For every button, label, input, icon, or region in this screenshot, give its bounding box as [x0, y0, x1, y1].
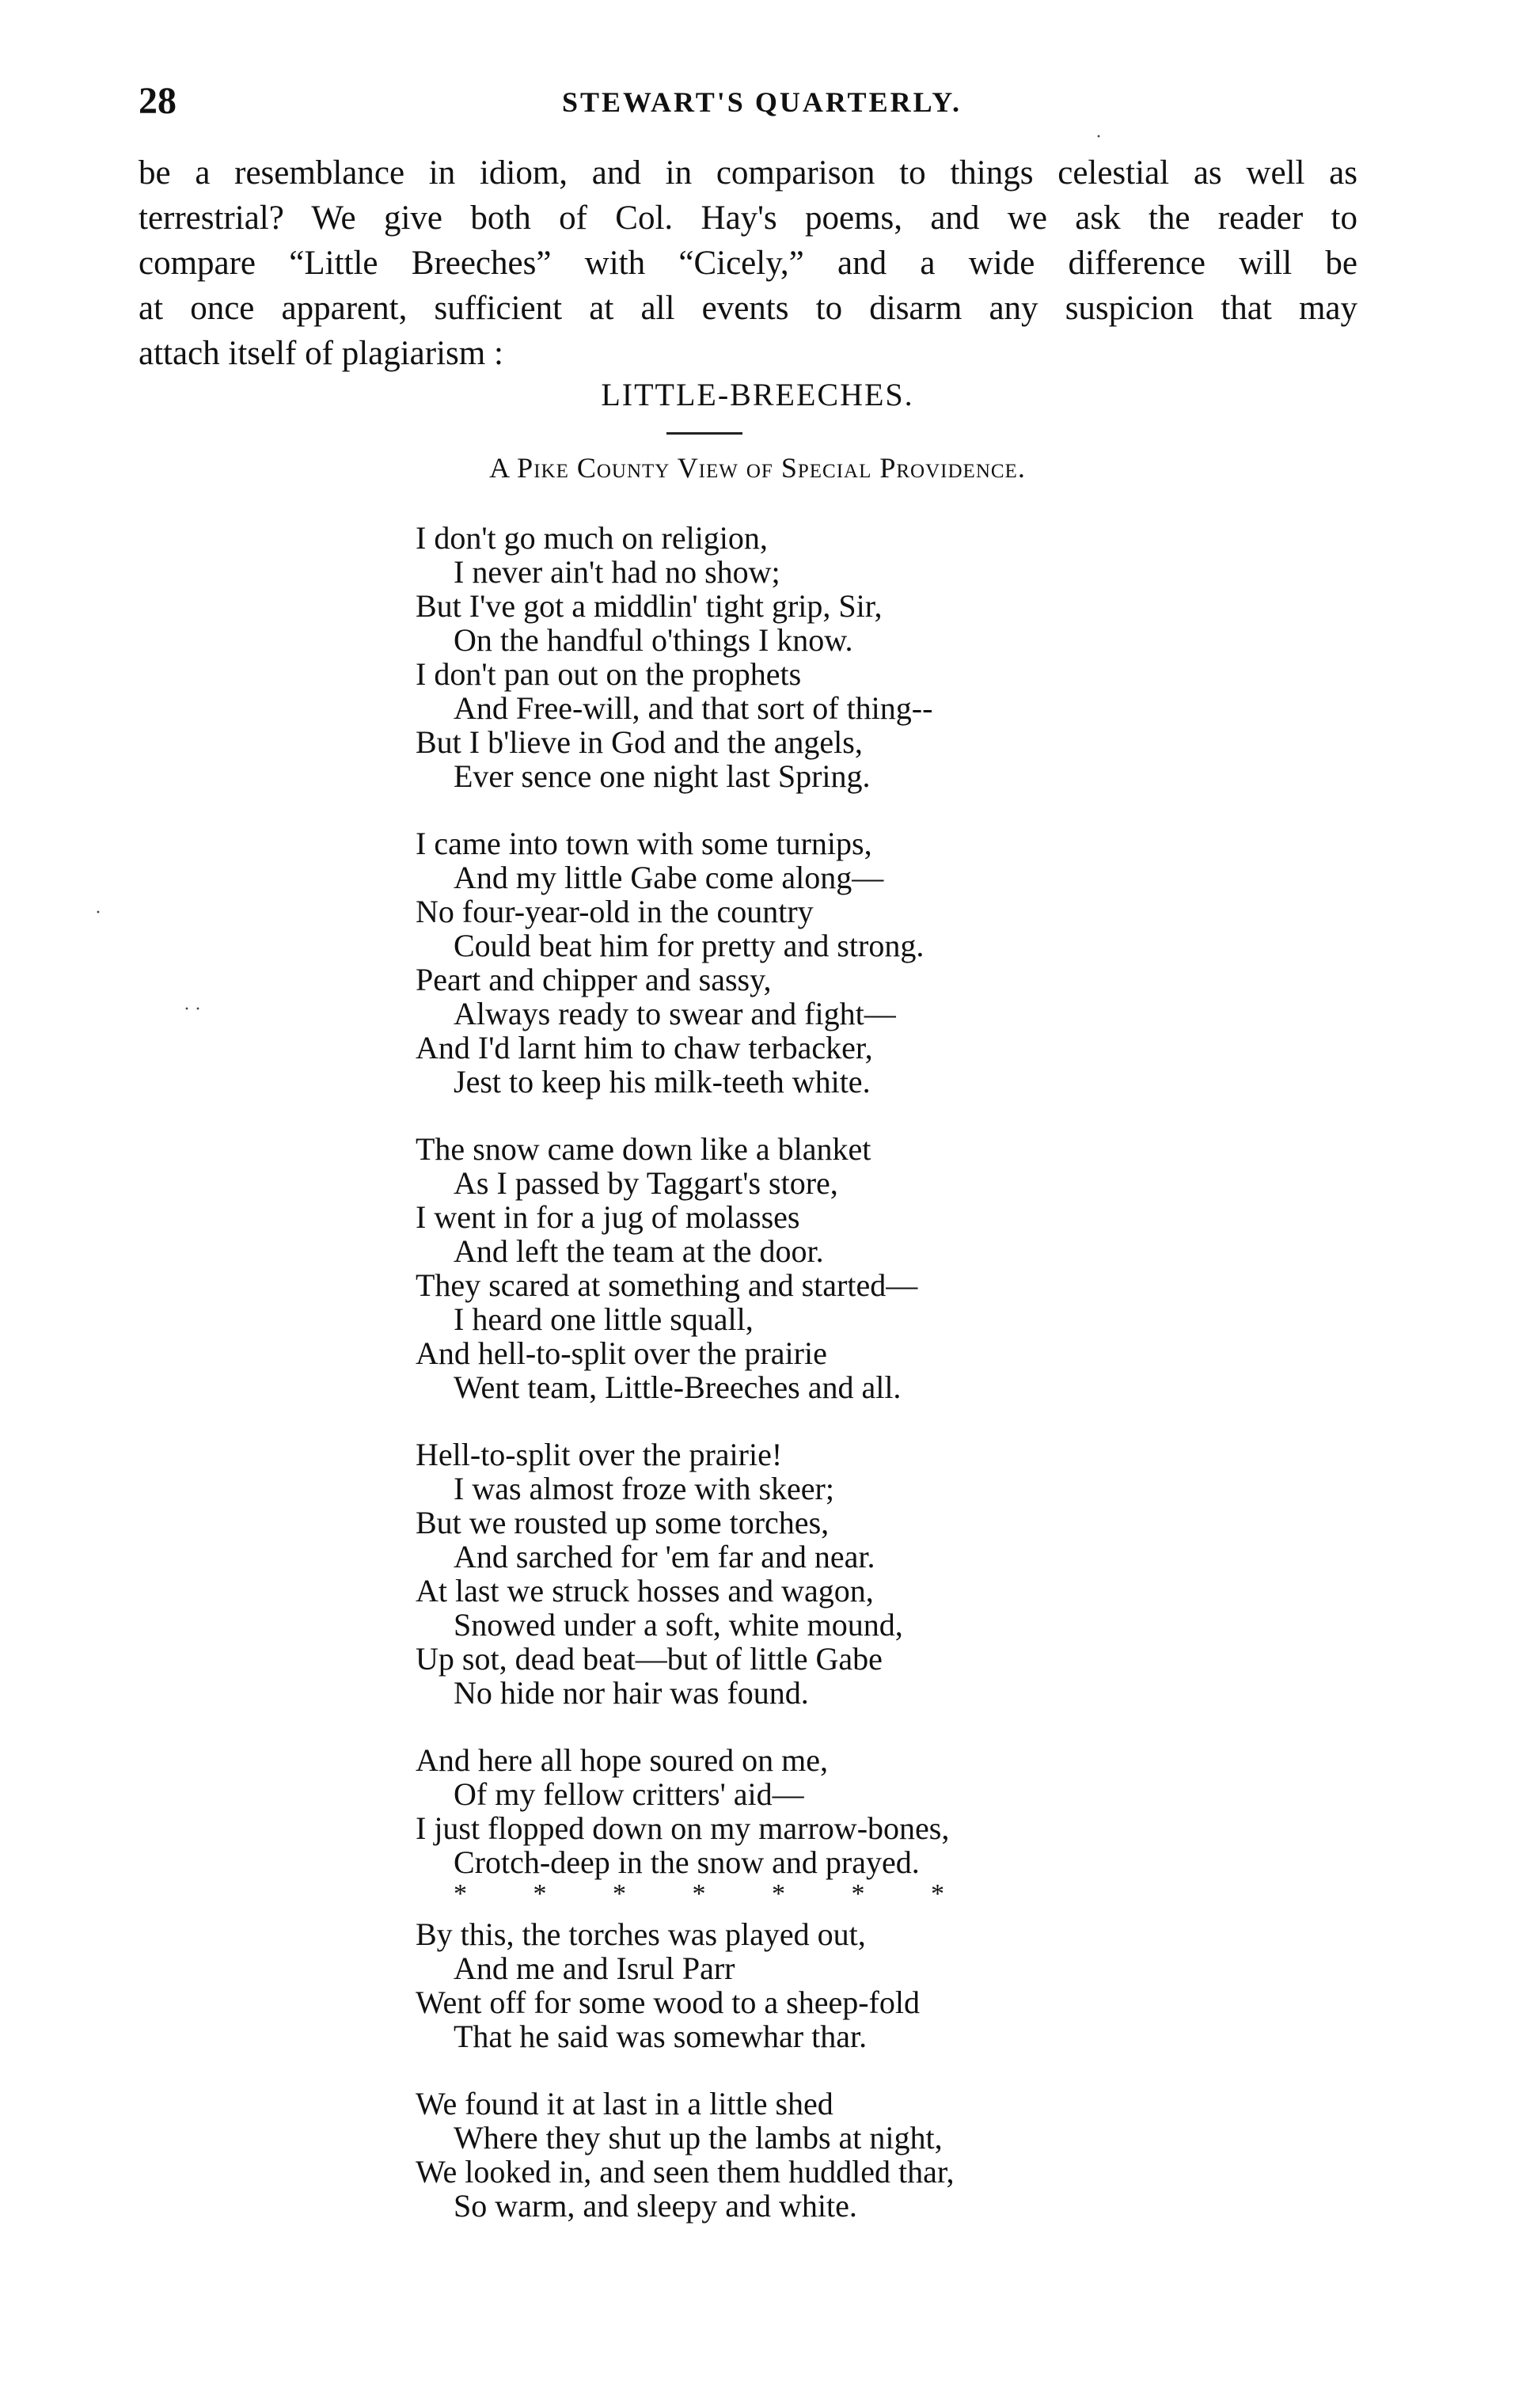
poem-line: Went off for some wood to a sheep-fold	[416, 1985, 920, 2020]
intro-line: terrestrial? We give both of Col. Hay's poems, and we ask the reader to	[139, 199, 1357, 237]
title-rule	[666, 432, 742, 435]
poem-line: Jest to keep his milk-teeth white.	[454, 1064, 871, 1100]
journal-title: STEWART'S QUARTERLY.	[562, 86, 962, 118]
print-speck: ·	[1095, 127, 1102, 147]
poem-line: I just flopped down on my marrow-bones,	[416, 1810, 950, 1846]
poem-line: And sarched for 'em far and near.	[454, 1539, 875, 1574]
asterisk: *	[454, 1879, 467, 1909]
poem-line: By this, the torches was played out,	[416, 1916, 866, 1952]
poem-title: LITTLE-BREECHES.	[601, 377, 914, 412]
stanza	[416, 1917, 1365, 2053]
poem-line: No four-year-old in the country	[416, 894, 814, 929]
poem-line: And left the team at the door.	[454, 1233, 824, 1269]
running-head	[139, 79, 1357, 127]
poem-line: We looked in, and seen them huddled thar,	[416, 2154, 955, 2190]
poem-line: And my little Gabe come along—	[454, 860, 884, 895]
poem-line: But I b'lieve in God and the angels,	[416, 724, 863, 760]
section-break-asterisks	[416, 1879, 944, 1909]
stanza	[416, 826, 1365, 1099]
poem-line: And here all hope soured on me,	[416, 1742, 828, 1778]
intro-line: attach itself of plagiarism :	[139, 335, 503, 372]
poem-line: That he said was somewhar thar.	[454, 2019, 868, 2054]
poem-line: As I passed by Taggart's store,	[454, 1165, 838, 1201]
poem-line: I don't go much on religion,	[416, 520, 768, 556]
stanza	[416, 1132, 1365, 1404]
poem-line: I heard one little squall,	[454, 1301, 754, 1337]
poem-line: I was almost froze with skeer;	[454, 1471, 834, 1506]
asterisk: *	[692, 1879, 706, 1909]
poem-line: No hide nor hair was found.	[454, 1675, 809, 1711]
stanza	[416, 1438, 1365, 1710]
poem-line: So warm, and sleepy and white.	[454, 2188, 857, 2224]
poem-line: On the handful o'things I know.	[454, 622, 853, 658]
poem-line: And I'd larnt him to chaw terbacker,	[416, 1030, 873, 1065]
poem-line: And me and Isrul Parr	[454, 1950, 735, 1986]
poem-line: And Free-will, and that sort of thing--	[454, 690, 933, 726]
poem-line: Went team, Little-Breeches and all.	[454, 1369, 902, 1405]
stanza	[416, 1743, 1365, 1879]
poem-line: I never ain't had no show;	[454, 554, 780, 590]
poem-line: Ever sence one night last Spring.	[454, 758, 871, 794]
poem-line: But I've got a middlin' tight grip, Sir,	[416, 588, 883, 624]
poem-line: Snowed under a soft, white mound,	[454, 1607, 903, 1643]
print-speck: ·	[95, 902, 101, 923]
poem-line: They scared at something and started—	[416, 1267, 918, 1303]
poem-line: We found it at last in a little shed	[416, 2086, 833, 2121]
asterisk: *	[931, 1879, 944, 1909]
poem-line: Up sot, dead beat—but of little Gabe	[416, 1641, 883, 1677]
stanza	[416, 2087, 1365, 2223]
poem-line: I went in for a jug of molasses	[416, 1199, 800, 1235]
poem-line: I don't pan out on the prophets	[416, 656, 802, 692]
asterisk: *	[772, 1879, 785, 1909]
poem-body	[416, 521, 1365, 2256]
poem-line: I came into town with some turnips,	[416, 826, 872, 861]
asterisk: *	[613, 1879, 626, 1909]
print-speck: · ·	[184, 999, 201, 1020]
asterisk: *	[851, 1879, 865, 1909]
page-number: 28	[139, 80, 177, 122]
poem-line: Could beat him for pretty and strong.	[454, 928, 925, 963]
poem-line: And hell-to-split over the prairie	[416, 1335, 827, 1371]
intro-line: be a resemblance in idiom, and in comparison to things celestial as well as	[139, 154, 1357, 192]
poem-line: Where they shut up the lambs at night,	[454, 2120, 943, 2155]
poem-subtitle: A Pike County View of Special Providence.	[489, 452, 1026, 484]
poem-line: At last we struck hosses and wagon,	[416, 1573, 874, 1608]
intro-line: compare “Little Breeches” with “Cicely,” and a wide difference will be	[139, 245, 1357, 282]
poem-line: Hell-to-split over the prairie!	[416, 1437, 783, 1472]
poem-line: Of my fellow critters' aid—	[454, 1776, 804, 1812]
poem-line: Always ready to swear and fight—	[454, 996, 896, 1031]
poem-line: But we rousted up some torches,	[416, 1505, 830, 1540]
intro-line: at once apparent, sufficient at all events to disarm any suspicion that may	[139, 290, 1357, 327]
poem-line: Crotch-deep in the snow and prayed.	[454, 1844, 920, 1880]
intro-paragraph	[139, 150, 1357, 376]
poem-line: Peart and chipper and sassy,	[416, 962, 772, 997]
poem-line: The snow came down like a blanket	[416, 1131, 871, 1167]
stanza	[416, 521, 1365, 793]
asterisk: *	[533, 1879, 547, 1909]
